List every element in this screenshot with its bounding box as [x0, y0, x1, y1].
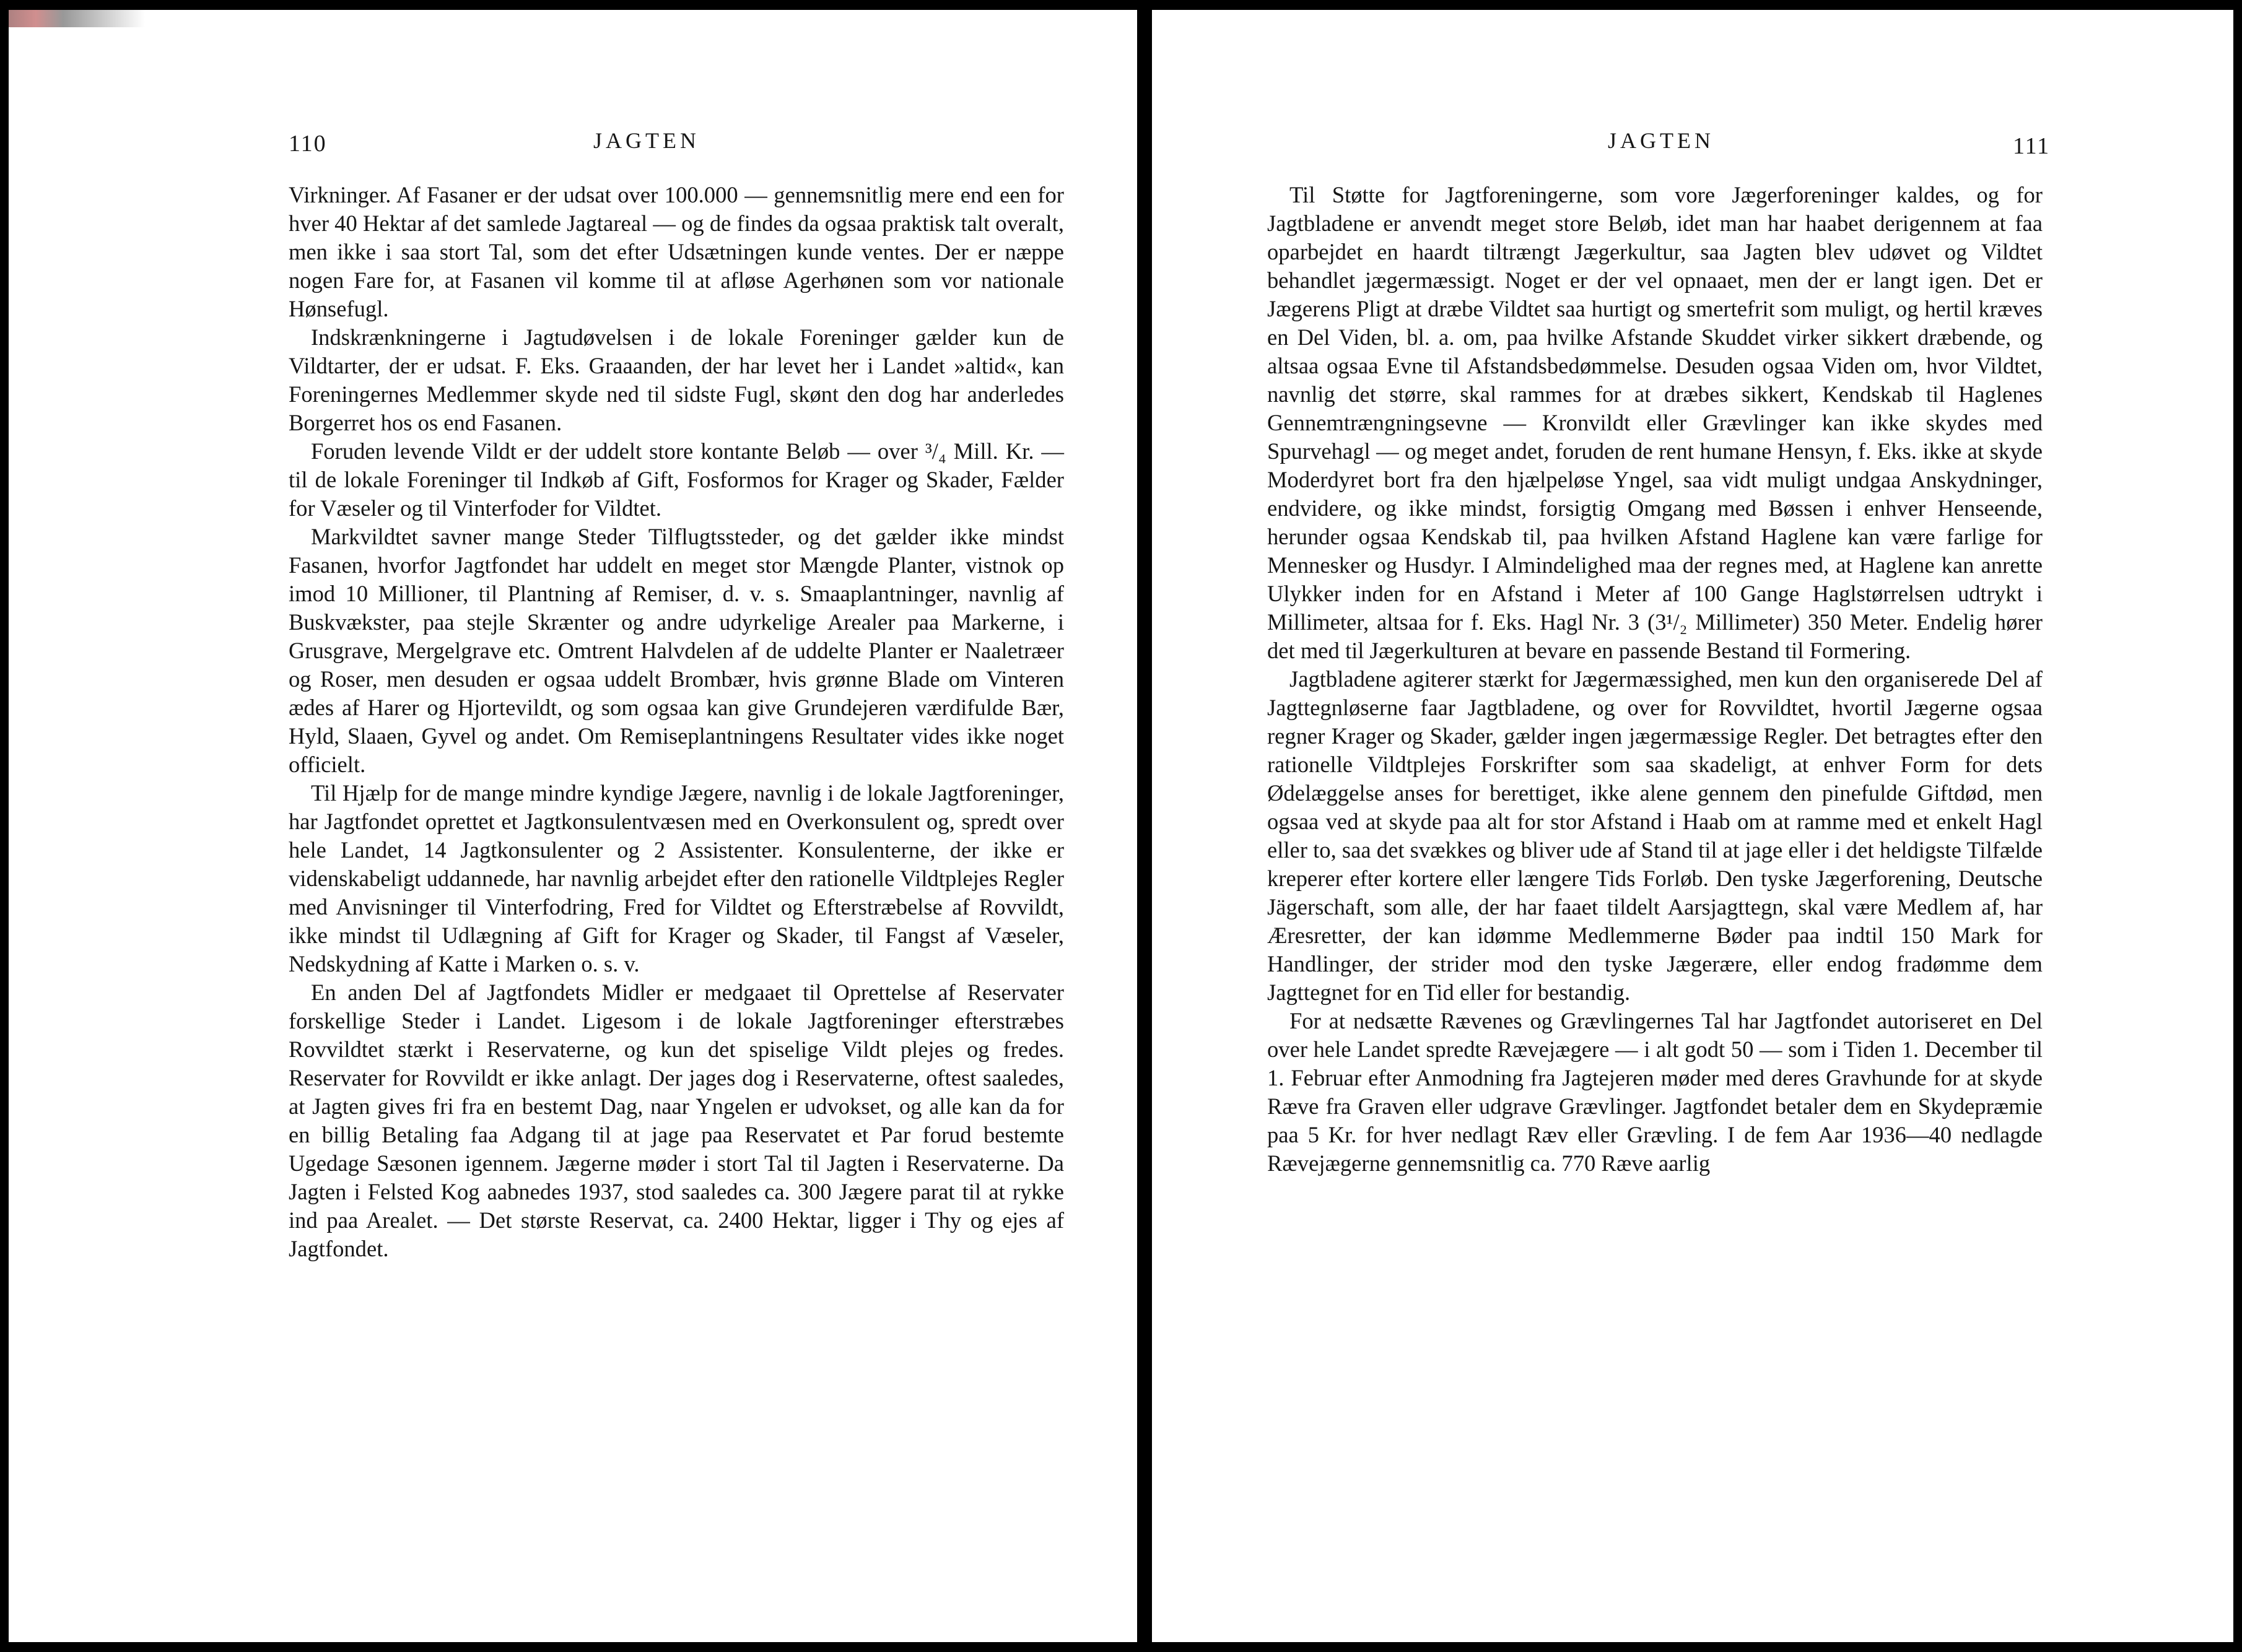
page-body	[1267, 181, 2043, 1178]
running-head: JAGTEN	[593, 128, 700, 153]
paragraph: For at nedsætte Rævenes og Grævlingernes Tal har Jagtfondet autoriseret en Del over hele Landet spredte Rævejægere — i alt godt 50 — som i Tiden 1. December til 1. Februar efter Anmodning fra Jagtejeren møder med deres Gravhunde for at skyde Ræve fra Graven eller udgrave Grævlinger. Jagtfondet betaler dem en Skydepræmie paa 5 Kr. for hver nedlagt Ræv eller Grævling. I de fem Aar 1936—40 nedlagde Rævejægerne gennemsnitlig ca. 770 Ræve aarlig	[1267, 1008, 2043, 1176]
left-page	[9, 10, 1137, 1642]
paragraph: Til Hjælp for de mange mindre kyndige Jægere, navnlig i de lokale Jagtforeninger, har Jagtfondet oprettet et Jagtkonsulentvæsen med en Overkonsulent og, spredt over hele Landet, 14 Jagtkonsulenter og 2 Assistenter. Konsulenterne, der ikke er videnskabeligt uddannede, har navnlig arbejdet efter den rationelle Vildtplejes Regler med Anvisninger til Vinterfodring, Fred for Vildtet og Efterstræbelse af Rovvildt, ikke mindst til Udlægning af Gift for Krager og Skader, til Fangst af Væseler, Nedskydning af Katte i Marken o. s. v.	[289, 780, 1064, 976]
page-number: 111	[2013, 133, 2051, 159]
paragraph: Markvildtet savner mange Steder Tilflugtssteder, og det gælder ikke mindst Fasanen, hvorfor Jagtfondet har uddelt en meget stor Mængde Planter, vistnok op imod 10 Millioner, til Plantning af Remiser, d. v. s. Smaaplantninger, navnlig af Buskvækster, paa stejle Skrænter og andre udyrkelige Arealer paa Markerne, i Grusgrave, Mergelgrave etc. Omtrent Halvdelen af de uddelte Planter er Naaletræer og Roser, men desuden er ogsaa uddelt Brombær, hvis grønne Blade om Vinteren ædes af Harer og Hjortevildt, og som ogsaa kan give Grundejeren værdifulde Bær, Hyld, Slaaen, Gyvel og andet. Om Remiseplantningens Resultater vides ikke noget officielt.	[289, 524, 1064, 777]
paragraph: Foruden levende Vildt er der uddelt store kontante Beløb — over ³/₄ Mill. Kr. — til de lokale Foreninger til Indkøb af Gift, Fosformos for Krager og Skader, Fælder for Væseler og til Vinterfoder for Vildtet.	[289, 438, 1064, 521]
page-edge-mark	[9, 10, 145, 27]
paragraph: Indskrænkningerne i Jagtudøvelsen i de lokale Foreninger gælder kun de Vildtarter, der er udsat. F. Eks. Graaanden, der har levet her i Landet »altid«, kan Foreningernes Medlemmer skyde ned til sidste Fugl, skønt den dog har anderledes Borgerret hos os end Fasanen.	[289, 324, 1064, 435]
paragraph: En anden Del af Jagtfondets Midler er medgaaet til Oprettelse af Reservater forskellige Steder i Landet. Ligesom i de lokale Jagtforeninger efterstræbes Rovvildtet stærkt i Reservaterne, og kun det spiselige Vildt plejes og fredes. Reservater for Rovvildt er ikke anlagt. Der jages dog i Reservaterne, oftest saaledes, at Jagten gives fri fra en bestemt Dag, naar Yngelen er udvokset, og alle kan da for en billig Betaling faa Adgang til at jage paa Reservatet et Par forud bestemte Ugedage Sæsonen igennem. Jægerne møder i stort Tal til Jagten i Reservaterne. Da Jagten i Felsted Kog aabnedes 1937, stod saaledes ca. 300 Jægere parat til at rykke ind paa Arealet. — Det største Reservat, ca. 2400 Hektar, ligger i Thy og ejes af Jagtfondet.	[289, 980, 1064, 1261]
right-page	[1152, 10, 2233, 1642]
page-body	[289, 181, 1064, 1263]
page-number: 110	[289, 131, 327, 157]
paragraph: Jagtbladene agiterer stærkt for Jægermæssighed, men kun den organiserede Del af Jagttegnløserne faar Jagtbladene, og over for Rovvildtet, hvortil Jægerne ogsaa regner Krager og Skader, gælder ingen jægermæssige Regler. Det betragtes efter den rationelle Vildtplejes Forskrifter som saa skadeligt, at enhver Form for dets Ødelæggelse anses for berettiget, ikke alene gennem den pinefulde Giftdød, men ogsaa ved at skyde paa alt for stor Afstand i Haab om at ramme med et enkelt Hagl eller to, saa det svækkes og bliver ude af Stand til at jage eller i det heldigste Tilfælde kreperer efter kortere eller længere Tids Forløb. Den tyske Jægerforening, Deutsche Jägerschaft, som alle, der har faaet tildelt Aarsjagttegn, skal være Medlem af, har Æresretter, der kan idømme Medlemmerne Bøder paa indtil 150 Mark for Handlinger, der strider mod den tyske Jægerære, eller endog fradømme dem Jagttegnet for en Tid eller for bestandig.	[1267, 666, 2043, 1005]
paragraph: Virkninger. Af Fasaner er der udsat over 100.000 — gennemsnitlig mere end een for hver 40 Hektar af det samlede Jagtareal — og de findes da ogsaa praktisk talt overalt, men ikke i saa stort Tal, som det efter Udsætningen kunde ventes. Der er næppe nogen Fare for, at Fasanen vil komme til at afløse Agerhønen som vor nationale Hønsefugl.	[289, 182, 1064, 321]
paragraph: Til Støtte for Jagtforeningerne, som vore Jægerforeninger kaldes, og for Jagtbladene er anvendt meget store Beløb, idet man har haabet derigennem at faa oparbejdet en haardt tiltrængt Jægerkultur, saa Jagten blev udøvet og Vildtet behandlet jægermæssigt. Noget er der vel opnaaet, men der er langt igen. Det er Jægerens Pligt at dræbe Vildtet saa hurtigt og smertefrit som muligt, og hertil kræves en Del Viden, bl. a. om, paa hvilke Afstande Skuddet virker sikkert dræbende, og altsaa ogsaa Evne til Afstandsbedømmelse. Desuden ogsaa Viden om, hvor Vildtet, navnlig det større, skal rammes for at dræbes sikkert, Kendskab til Haglenes Gennemtrængningsevne — Kronvildt eller Grævlinger kan ikke skydes med Spurvehagl — og meget andet, foruden de rent humane Hensyn, f. Eks. ikke at skyde Moderdyret bort fra den hjælpeløse Yngel, saa vidt muligt undgaa Anskydninger, endvidere, og ikke mindst, forsigtig Omgang med Bøssen i enhver Henseende, herunder ogsaa Kendskab til, paa hvilken Afstand Haglene kan være farlige for Mennesker og Husdyr. I Almindelighed maa der regnes med, at Haglene kan anrette Ulykker inden for en Afstand i Meter af 100 Gange Haglstørrelsen udtrykt i Millimeter, altsaa for f. Eks. Hagl Nr. 3 (3¹/₂ Millimeter) 350 Meter. Endelig hører det med til Jægerkulturen at bevare en passende Bestand til Formering.	[1267, 182, 2043, 663]
running-head: JAGTEN	[1608, 128, 1714, 153]
